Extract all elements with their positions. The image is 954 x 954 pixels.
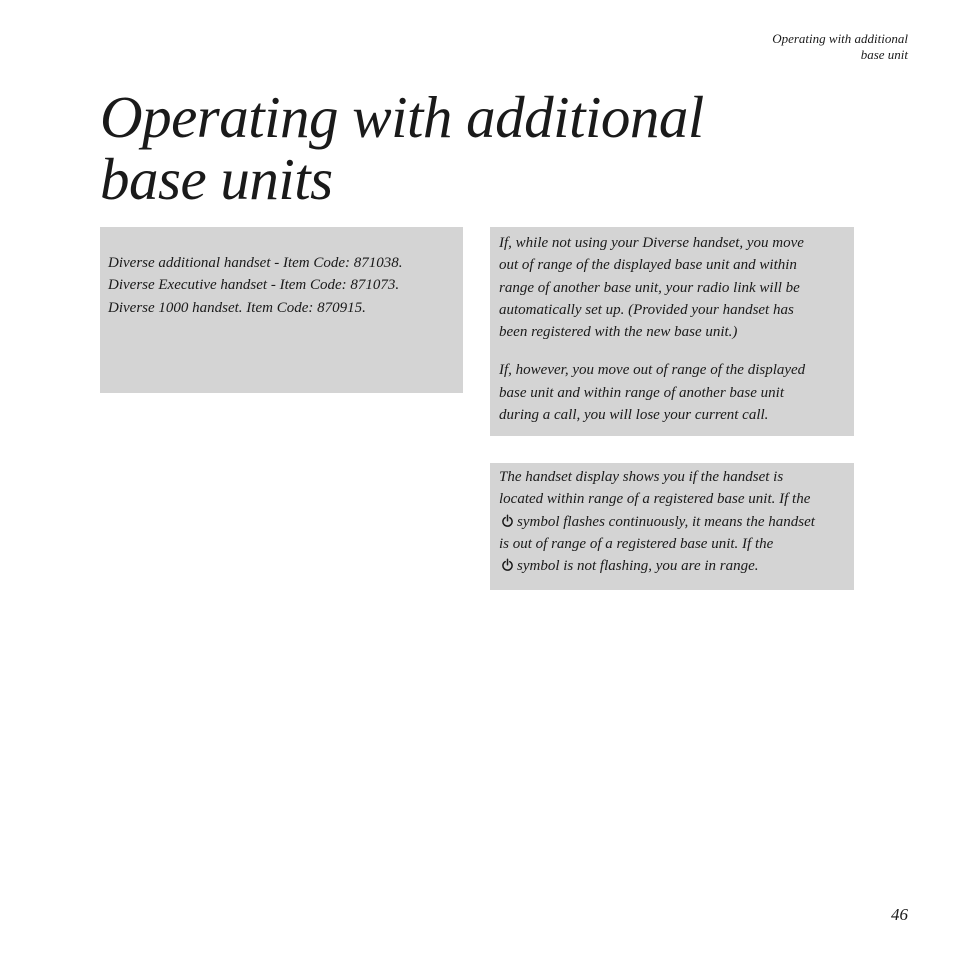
text-line: located within range of a registered base unit. If the — [499, 491, 811, 508]
text-line: If, while not using your Diverse handset, you move — [499, 235, 804, 251]
power-symbol-icon — [501, 558, 514, 572]
range-paragraph-1 — [499, 232, 846, 343]
display-paragraph — [499, 466, 846, 577]
page-number: 46 — [891, 905, 908, 924]
item-code-line: Diverse additional handset - Item Code: 871038. — [108, 255, 403, 271]
text-line: range of another base unit, your radio link will be — [499, 279, 800, 296]
text-line: is out of range of a registered base unit. If the — [499, 535, 774, 552]
text-line: automatically set up. (Provided your handset has — [499, 301, 794, 318]
text-line: been registered with the new base unit.) — [499, 324, 738, 341]
page-title-line-1: Operating with additional — [100, 84, 704, 150]
page-title — [100, 86, 860, 210]
text-line — [499, 511, 846, 533]
text-line: during a call, you will lose your current call. — [499, 407, 769, 424]
range-info-box — [490, 227, 854, 436]
item-code-line: Diverse 1000 handset. Item Code: 870915. — [108, 299, 366, 316]
text-line — [499, 555, 846, 577]
running-header-line-1: Operating with additional — [772, 31, 908, 46]
item-code-line: Diverse Executive handset - Item Code: 871073. — [108, 277, 400, 294]
text-line: out of range of the displayed base unit and within — [499, 257, 797, 274]
display-info-box — [490, 463, 854, 590]
running-header-line-2: base unit — [860, 47, 908, 62]
page-title-line-2: base units — [100, 146, 333, 212]
item-codes-box — [100, 227, 463, 393]
text-line: If, however, you move out of range of the displayed — [499, 362, 806, 379]
text-fragment: symbol is not flashing, you are in range. — [517, 558, 759, 575]
item-codes-text — [108, 252, 455, 319]
power-symbol-icon — [501, 514, 514, 528]
running-header — [668, 31, 908, 63]
text-line: The handset display shows you if the handset is — [499, 469, 784, 485]
text-fragment: symbol flashes continuously, it means the handset — [517, 513, 815, 530]
text-line: base unit and within range of another base unit — [499, 384, 784, 401]
range-paragraph-2 — [499, 359, 846, 426]
